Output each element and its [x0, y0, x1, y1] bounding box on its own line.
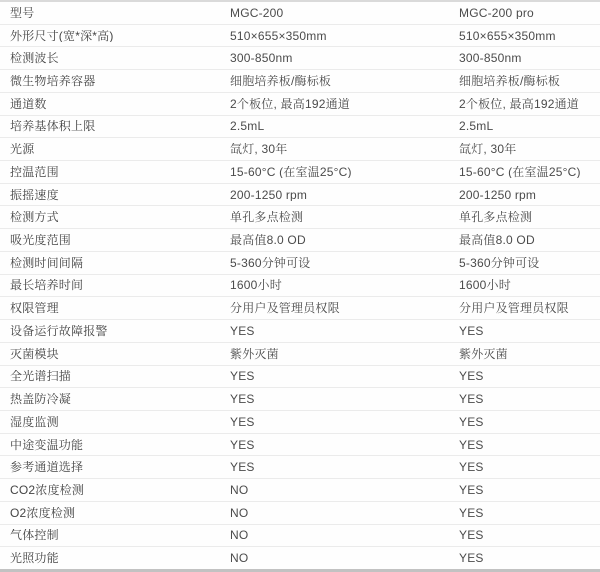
- spec-label: 气体控制: [10, 529, 59, 542]
- spec-value-mgc200: 2.5mL: [230, 120, 265, 133]
- spec-value-mgc200pro: 300-850nm: [459, 52, 522, 65]
- table-row: [0, 343, 600, 366]
- spec-value-mgc200: 单孔多点检测: [230, 211, 304, 224]
- spec-value-mgc200: 最高值8.0 OD: [230, 234, 306, 247]
- spec-label: 型号: [10, 6, 35, 19]
- spec-label: 检测时间间隔: [10, 256, 84, 269]
- spec-label: 参考通道选择: [10, 461, 84, 474]
- spec-label: 吸光度范围: [10, 234, 72, 247]
- spec-label: 全光谱扫描: [10, 370, 72, 383]
- table-row: [0, 252, 600, 275]
- spec-value-mgc200pro: 分用户及管理员权限: [459, 302, 569, 315]
- table-row: [0, 206, 600, 229]
- spec-value-mgc200pro: YES: [459, 506, 484, 519]
- spec-label: O2浓度检测: [10, 506, 76, 519]
- spec-label: 灭菌模块: [10, 347, 59, 360]
- spec-value-mgc200pro: YES: [459, 393, 484, 406]
- table-row: [0, 320, 600, 343]
- spec-value-mgc200: NO: [230, 552, 249, 565]
- spec-label: 热盖防冷凝: [10, 393, 72, 406]
- spec-label: 中途变温功能: [10, 438, 84, 451]
- spec-value-mgc200: YES: [230, 370, 255, 383]
- spec-value-mgc200pro: YES: [459, 552, 484, 565]
- spec-value-mgc200pro: 5-360分钟可设: [459, 256, 540, 269]
- spec-label: 培养基体积上限: [10, 120, 96, 133]
- table-row: [0, 388, 600, 411]
- spec-value-mgc200pro: YES: [459, 483, 484, 496]
- spec-label: 权限管理: [10, 302, 59, 315]
- spec-value-mgc200pro: 紫外灭菌: [459, 347, 508, 360]
- table-row: [0, 547, 600, 569]
- spec-value-mgc200: NO: [230, 483, 249, 496]
- spec-label: 光源: [10, 143, 35, 156]
- table-row: [0, 366, 600, 389]
- spec-value-mgc200: NO: [230, 506, 249, 519]
- spec-value-mgc200: YES: [230, 393, 255, 406]
- spec-value-mgc200pro: 1600小时: [459, 279, 511, 292]
- table-row: [0, 93, 600, 116]
- table-row: [0, 456, 600, 479]
- spec-label: 外形尺寸(宽*深*高): [10, 29, 114, 42]
- spec-value-mgc200pro: 510×655×350mm: [459, 29, 556, 42]
- spec-value-mgc200pro: 氙灯, 30年: [459, 143, 517, 156]
- spec-label: 湿度监测: [10, 415, 59, 428]
- table-row: [0, 411, 600, 434]
- spec-label: 光照功能: [10, 552, 59, 565]
- table-row: [0, 275, 600, 298]
- spec-value-mgc200pro: YES: [459, 324, 484, 337]
- spec-value-mgc200: MGC-200: [230, 6, 284, 19]
- spec-label: 控温范围: [10, 165, 59, 178]
- spec-value-mgc200pro: YES: [459, 438, 484, 451]
- table-row: [0, 161, 600, 184]
- spec-label: 设备运行故障报警: [10, 324, 108, 337]
- spec-label: 检测方式: [10, 211, 59, 224]
- spec-label: 微生物培养容器: [10, 75, 96, 88]
- spec-value-mgc200: 1600小时: [230, 279, 282, 292]
- spec-value-mgc200pro: 单孔多点检测: [459, 211, 533, 224]
- spec-value-mgc200pro: 最高值8.0 OD: [459, 234, 535, 247]
- spec-value-mgc200: 300-850nm: [230, 52, 293, 65]
- spec-value-mgc200: 紫外灭菌: [230, 347, 279, 360]
- spec-value-mgc200: NO: [230, 529, 249, 542]
- spec-value-mgc200: 5-360分钟可设: [230, 256, 311, 269]
- spec-label: CO2浓度检测: [10, 483, 85, 496]
- spec-value-mgc200pro: YES: [459, 529, 484, 542]
- spec-label: 振摇速度: [10, 188, 59, 201]
- spec-value-mgc200pro: 200-1250 rpm: [459, 188, 537, 201]
- spec-value-mgc200pro: 细胞培养板/酶标板: [459, 75, 561, 88]
- table-row: [0, 229, 600, 252]
- table-row: [0, 525, 600, 548]
- spec-value-mgc200: 分用户及管理员权限: [230, 302, 340, 315]
- spec-value-mgc200: 200-1250 rpm: [230, 188, 308, 201]
- spec-label: 通道数: [10, 97, 47, 110]
- spec-value-mgc200pro: YES: [459, 370, 484, 383]
- spec-value-mgc200: 氙灯, 30年: [230, 143, 288, 156]
- spec-value-mgc200: 2个板位, 最高192通道: [230, 97, 350, 110]
- table-row: [0, 297, 600, 320]
- spec-label: 最长培养时间: [10, 279, 84, 292]
- spec-value-mgc200: 510×655×350mm: [230, 29, 327, 42]
- table-row: [0, 47, 600, 70]
- spec-value-mgc200: 细胞培养板/酶标板: [230, 75, 332, 88]
- table-row: [0, 25, 600, 48]
- spec-value-mgc200pro: 2.5mL: [459, 120, 494, 133]
- spec-value-mgc200pro: 2个板位, 最高192通道: [459, 97, 579, 110]
- spec-label: 检测波长: [10, 52, 59, 65]
- spec-value-mgc200pro: YES: [459, 461, 484, 474]
- spec-value-mgc200: YES: [230, 415, 255, 428]
- table-row: [0, 70, 600, 93]
- table-row: [0, 479, 600, 502]
- table-row: [0, 2, 600, 25]
- spec-value-mgc200pro: YES: [459, 415, 484, 428]
- spec-value-mgc200: YES: [230, 461, 255, 474]
- table-row: [0, 184, 600, 207]
- table-row: [0, 502, 600, 525]
- spec-value-mgc200: YES: [230, 324, 255, 337]
- table-row: [0, 138, 600, 161]
- spec-value-mgc200: YES: [230, 438, 255, 451]
- spec-value-mgc200: 15-60°C (在室温25°C): [230, 165, 352, 178]
- table-row: [0, 434, 600, 457]
- spec-value-mgc200pro: 15-60°C (在室温25°C): [459, 165, 581, 178]
- table-row: [0, 116, 600, 139]
- spec-value-mgc200pro: MGC-200 pro: [459, 6, 534, 19]
